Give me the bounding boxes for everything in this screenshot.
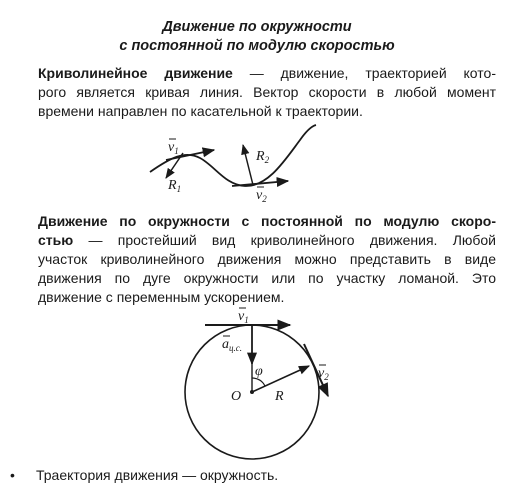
label-centripetal-acceleration: $a_{ц.с.}$ xyxy=(222,337,242,353)
paragraph-1-line-1: Криволинейное движение — движение, траекторией кото- xyxy=(38,65,496,81)
label-v2: $v_2$ xyxy=(318,366,329,382)
velocity-v2-arrow xyxy=(304,344,328,396)
label-v1: $v_1$ xyxy=(238,309,249,325)
term-curvilinear-motion: Криволинейное движение xyxy=(38,65,233,81)
label-r2: $R_2$ xyxy=(256,149,270,165)
center-point xyxy=(250,390,254,394)
angle-phi-arc xyxy=(252,378,265,386)
bullet-text: Траектория движения — окружность. xyxy=(36,467,279,483)
paragraph-1-line-3: времени направлен по касательной к траектории. xyxy=(38,103,363,119)
term-uniform-circular-motion: Движение по окружности с постоянной по модулю скоро- xyxy=(38,213,496,229)
label-r1: $R_1$ xyxy=(168,178,182,194)
paragraph-2-line-3: участок криволинейного движения можно представить в виде xyxy=(38,251,496,267)
bullet-mark: • xyxy=(10,467,15,483)
bullet-item-trajectory xyxy=(10,466,278,485)
paragraph-2-line-5: движение с переменным ускорением. xyxy=(38,289,285,305)
label-center-o: O xyxy=(231,389,242,404)
paragraph-2-line-2: стью — простейший вид криволинейного движения. Любой xyxy=(38,232,496,248)
term-uniform-circular-motion-end: стью xyxy=(38,232,74,248)
label-phi: φ xyxy=(255,364,263,379)
label-v2: $v_2$ xyxy=(256,188,267,204)
paragraph-1-line-2: рого является кривая линия. Вектор скорости в любой момент xyxy=(38,84,496,100)
paragraph-2-line-4: движения по дуге окружности или по участку ломаной. Это xyxy=(38,270,496,286)
heading-line-1: Движение по окружности xyxy=(162,19,352,35)
heading-line-2: с постоянной по модулю скоростью xyxy=(119,38,395,54)
label-v1: $v_1$ xyxy=(168,140,179,156)
label-radius-r: R xyxy=(275,389,284,404)
